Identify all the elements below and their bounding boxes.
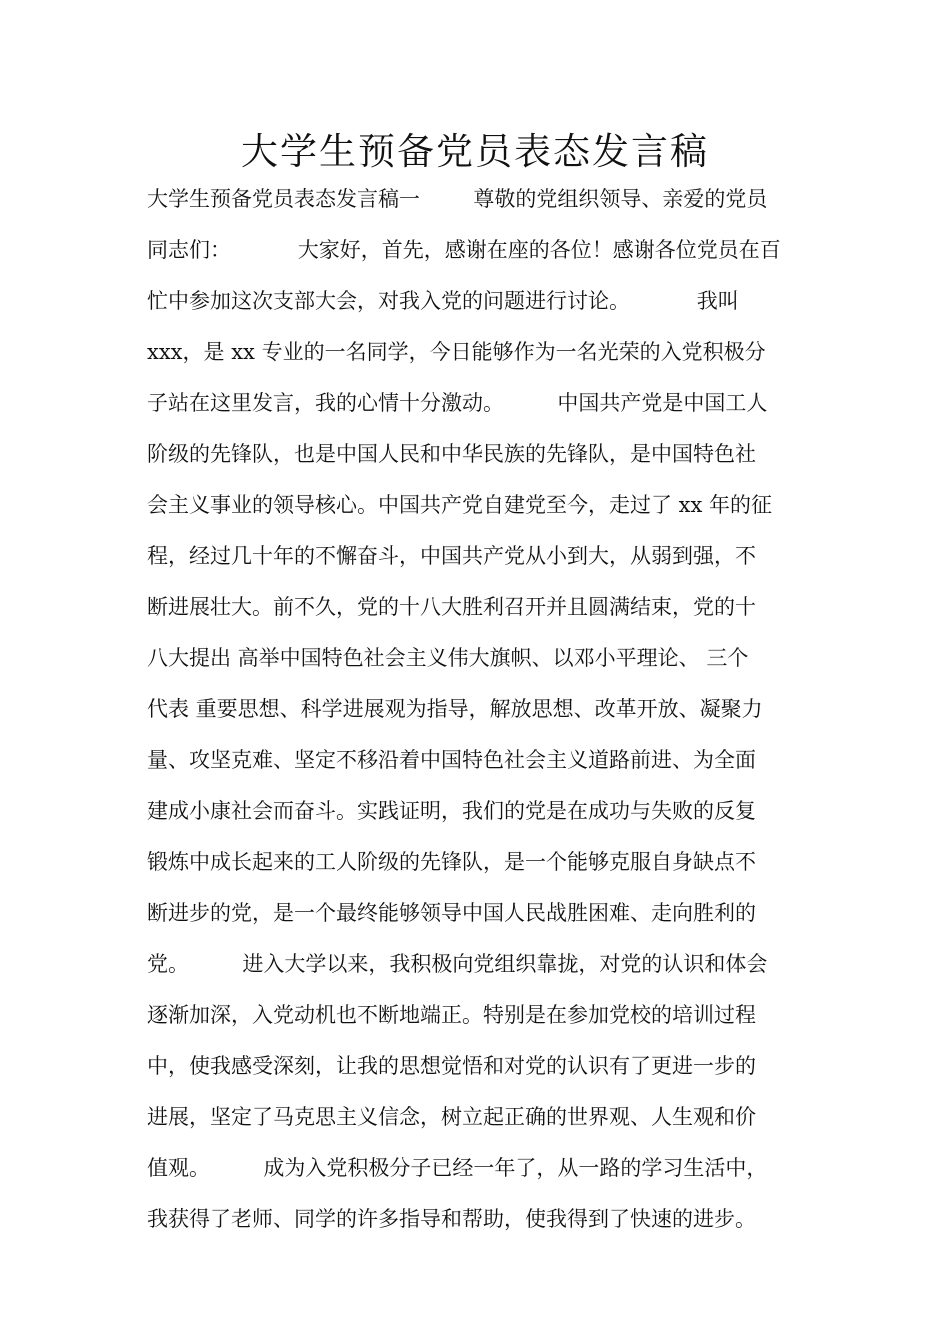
body-line: 中，使我感受深刻，让我的思想觉悟和对党的认识有了更进一步的	[147, 1054, 756, 1078]
body-line: 忙中参加这次支部大会，对我入党的问题进行讨论。 我叫	[147, 289, 739, 313]
body-line: 大学生预备党员表态发言稿一 尊敬的党组织领导、亲爱的党员	[147, 187, 768, 211]
document-body	[147, 174, 807, 1245]
body-line: 代表 重要思想、科学进展观为指导，解放思想、改革开放、凝聚力	[147, 697, 763, 721]
body-line: xxx，是 xx 专业的一名同学，今日能够作为一名光荣的入党积极分	[147, 340, 766, 364]
body-line: 子站在这里发言，我的心情十分激动。 中国共产党是中国工人	[147, 391, 768, 415]
body-line: 程，经过几十年的不懈奋斗，中国共产党从小到大，从弱到强，不	[147, 544, 756, 568]
body-line: 八大提出 高举中国特色社会主义伟大旗帜、以邓小平理论、 三个	[147, 646, 749, 670]
body-line: 锻炼中成长起来的工人阶级的先锋队，是一个能够克服自身缺点不	[147, 850, 756, 874]
body-line: 量、攻坚克难、坚定不移沿着中国特色社会主义道路前进、为全面	[147, 748, 756, 772]
body-line: 值观。 成为入党积极分子已经一年了，从一路的学习生活中，	[147, 1156, 768, 1180]
body-line: 逐渐加深，入党动机也不断地端正。特别是在参加党校的培训过程	[147, 1003, 756, 1027]
body-line: 进展，坚定了马克思主义信念，树立起正确的世界观、人生观和价	[147, 1105, 756, 1129]
body-line: 建成小康社会而奋斗。实践证明，我们的党是在成功与失败的反复	[147, 799, 756, 823]
body-line: 同志们： 大家好，首先，感谢在座的各位！感谢各位党员在百	[147, 238, 781, 262]
body-line: 断进展壮大。前不久，党的十八大胜利召开并且圆满结束，党的十	[147, 595, 756, 619]
body-line: 阶级的先锋队，也是中国人民和中华民族的先锋队，是中国特色社	[147, 442, 756, 466]
body-line: 断进步的党，是一个最终能够领导中国人民战胜困难、走向胜利的	[147, 901, 756, 925]
document-title: 大学生预备党员表态发言稿	[241, 130, 709, 173]
body-line: 党。 进入大学以来，我积极向党组织靠拢，对党的认识和体会	[147, 952, 768, 976]
body-line: 会主义事业的领导核心。中国共产党自建党至今，走过了 xx 年的征	[147, 493, 773, 517]
body-line: 我获得了老师、同学的许多指导和帮助，使我得到了快速的进步。	[147, 1207, 756, 1231]
